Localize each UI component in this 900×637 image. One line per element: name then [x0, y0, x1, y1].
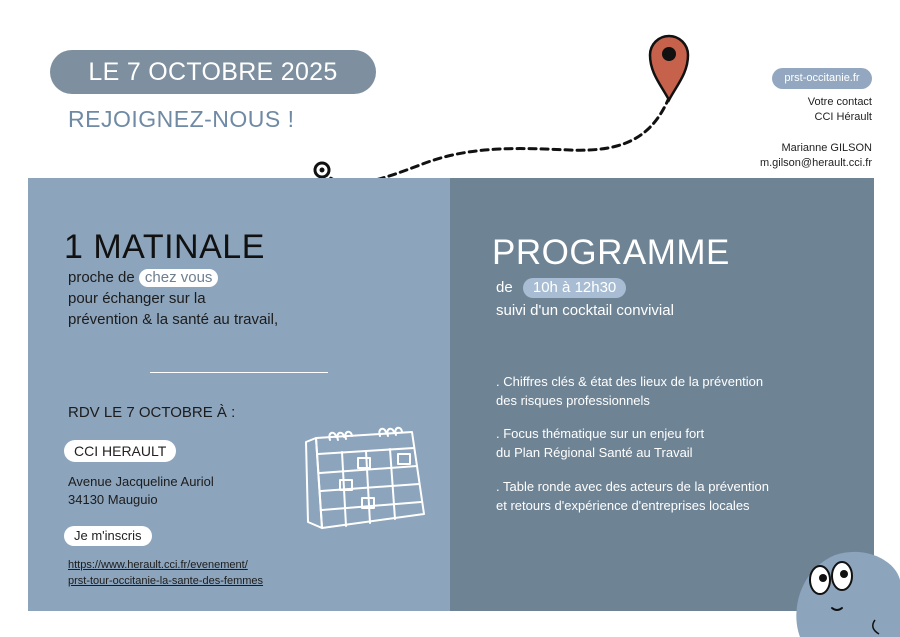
matinale-line-1-prefix: proche de — [68, 269, 135, 286]
rdv-heading: RDV LE 7 OCTOBRE À : — [68, 404, 236, 421]
contact-organization: CCI Hérault — [814, 111, 872, 123]
address-line-1: Avenue Jacqueline Auriol — [68, 474, 214, 489]
map-pin-icon — [648, 33, 690, 103]
section-divider — [150, 372, 328, 373]
matinale-line-2: pour échanger sur la — [68, 290, 206, 307]
contact-email[interactable]: m.gilson@herault.cci.fr — [759, 157, 872, 169]
route-dashed-line — [0, 0, 900, 200]
join-heading: REJOIGNEZ-NOUS ! — [68, 106, 295, 132]
programme-item-line-2: des risques professionnels — [496, 393, 650, 408]
registration-link[interactable] — [68, 557, 263, 589]
programme-item-line-2: et retours d'expérience d'entreprises locales — [496, 498, 750, 513]
programme-title: PROGRAMME — [492, 233, 730, 272]
address-line-2: 34130 Mauguio — [68, 492, 158, 507]
registration-link-line-2[interactable]: prst-tour-occitanie-la-sante-des-femmes — [68, 575, 264, 587]
website-badge[interactable]: prst-occitanie.fr — [772, 68, 872, 89]
matinale-line-3: prévention & la santé au travail, — [68, 311, 279, 328]
programme-item-line-1: . Table ronde avec des acteurs de la prévention — [496, 479, 769, 494]
programme-item — [496, 424, 826, 462]
matinale-description — [68, 267, 278, 330]
event-date-badge: LE 7 OCTOBRE 2025 — [50, 50, 376, 94]
highlight-chez-vous: chez vous — [139, 269, 219, 287]
matinale-line-1 — [68, 267, 278, 288]
matinale-title: 1 MATINALE — [64, 228, 265, 266]
programme-item-line-2: du Plan Régional Santé au Travail — [496, 445, 693, 460]
cocktail-text: suivi d'un cocktail convivial — [496, 302, 674, 319]
venue-address — [68, 473, 214, 509]
registration-link-line-1[interactable]: https://www.herault.cci.fr/evenement/ — [68, 559, 248, 571]
contact-label: Votre contact — [807, 96, 872, 108]
time-line — [496, 278, 626, 298]
calendar-icon — [300, 418, 430, 533]
venue-badge: CCI HERAULT — [64, 440, 176, 462]
programme-item-line-1: . Focus thématique sur un enjeu fort — [496, 426, 705, 441]
mascot-illustration — [780, 540, 900, 637]
time-prefix: de — [496, 279, 513, 296]
programme-item — [496, 372, 826, 410]
contact-name: Marianne GILSON — [781, 142, 872, 154]
programme-item — [496, 477, 826, 515]
programme-item-line-1: . Chiffres clés & état des lieux de la prévention — [496, 374, 764, 389]
time-badge: 10h à 12h30 — [523, 278, 626, 298]
register-button[interactable]: Je m'inscris — [64, 526, 152, 546]
